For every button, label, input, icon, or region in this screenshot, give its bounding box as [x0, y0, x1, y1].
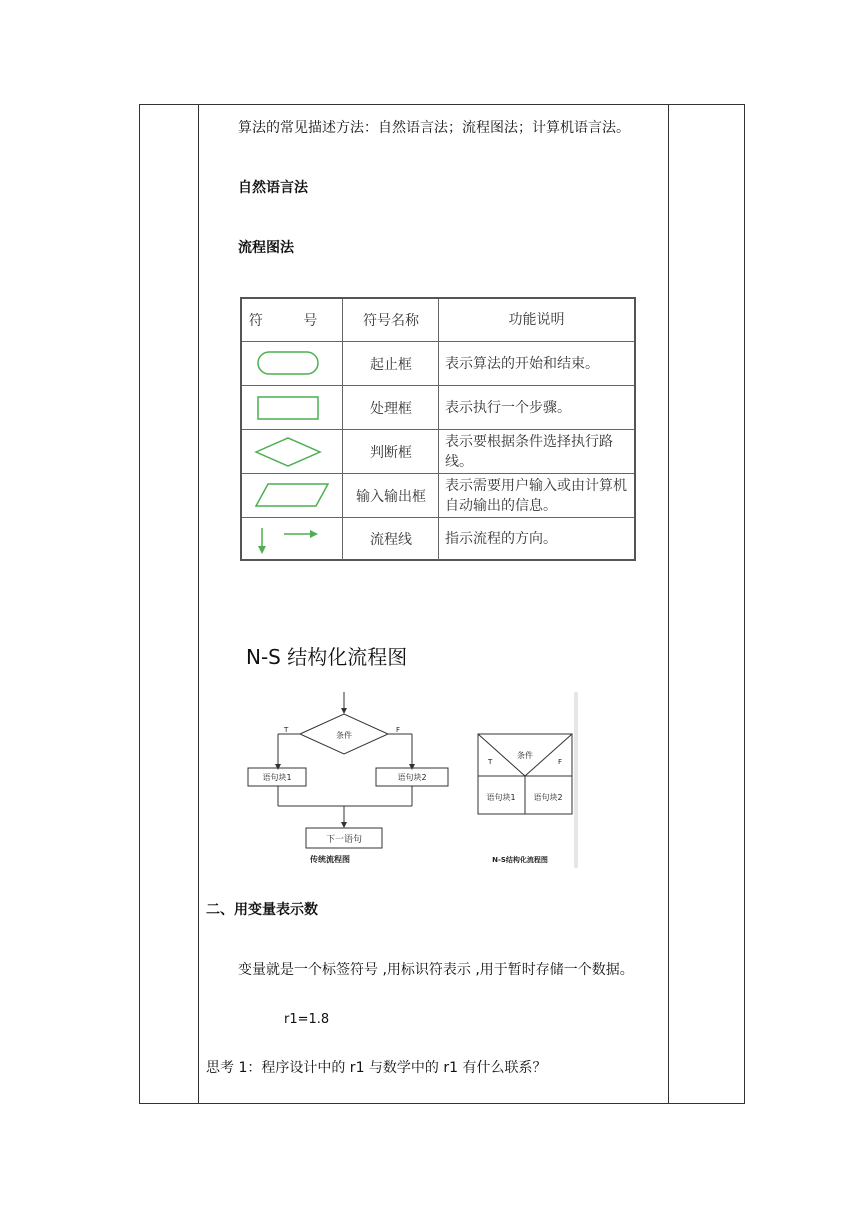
table-row	[242, 429, 634, 474]
ns-structured-chart-diagram	[470, 692, 580, 870]
table-frame	[139, 104, 745, 1104]
header-symbol: 符 号	[248, 313, 336, 329]
tf-block1-label: 语句块1	[262, 773, 292, 782]
tf-true-label: T	[284, 726, 289, 734]
flowline-shape-icon	[242, 518, 342, 560]
process-shape-icon	[242, 386, 342, 430]
heading-natural-language: 自然语言法	[238, 180, 308, 196]
symbol-description: 指示流程的方向。	[438, 518, 634, 560]
symbol-name: 输入输出框	[342, 474, 439, 518]
ns-caption: N-S结构化流程图	[492, 856, 548, 864]
traditional-flowchart-diagram	[240, 692, 460, 870]
decision-shape-icon	[242, 430, 342, 474]
section2-heading: 二、用变量表示数	[206, 902, 318, 918]
tf-caption: 传统流程图	[310, 855, 350, 864]
ns-block2-label: 语句块2	[533, 793, 563, 802]
io-shape-icon	[242, 474, 342, 518]
tf-false-label: F	[396, 726, 401, 734]
question-text: 思考 1：程序设计中的 r1 与数学中的 r1 有什么联系？	[206, 1060, 547, 1076]
table-row	[242, 385, 634, 430]
ns-false-label: F	[558, 758, 563, 766]
flowchart-symbol-table	[240, 297, 636, 561]
table-row	[242, 341, 634, 386]
ns-true-label: T	[488, 758, 493, 766]
symbol-description: 表示需要用户输入或由计算机自动输出的信息。	[438, 474, 634, 518]
ns-condition-label: 条件	[517, 751, 533, 760]
symbol-description: 表示执行一个步骤。	[438, 386, 634, 430]
column-divider-right	[668, 104, 669, 1104]
symbol-name: 流程线	[342, 518, 439, 560]
header-description: 功能说明	[438, 299, 634, 341]
terminal-shape-icon	[242, 342, 342, 386]
tf-block2-label: 语句块2	[397, 773, 427, 782]
symbol-name: 起止框	[342, 342, 439, 386]
symbol-name: 处理框	[342, 386, 439, 430]
table-row	[242, 473, 634, 518]
symbol-description: 表示要根据条件选择执行路线。	[438, 430, 634, 474]
intro-text: 算法的常见描述方法：自然语言法；流程图法；计算机语言法。	[238, 120, 630, 136]
symbol-name: 判断框	[342, 430, 439, 474]
tf-condition-label: 条件	[336, 731, 352, 740]
header-name: 符号名称	[342, 299, 439, 341]
table-row	[242, 517, 634, 560]
ns-block1-label: 语句块1	[486, 793, 516, 802]
heading-flowchart: 流程图法	[238, 240, 294, 256]
table-header-row	[242, 299, 634, 341]
ns-chart-title: N-S 结构化流程图	[246, 645, 408, 669]
column-divider-left	[198, 104, 199, 1104]
tf-next-label: 下一语句	[325, 835, 363, 845]
symbol-description: 表示算法的开始和结束。	[438, 342, 634, 386]
example-assignment: r1=1.8	[284, 1012, 330, 1027]
variable-definition: 变量就是一个标签符号 ,用标识符表示 ,用于暂时存储一个数据。	[238, 962, 634, 978]
